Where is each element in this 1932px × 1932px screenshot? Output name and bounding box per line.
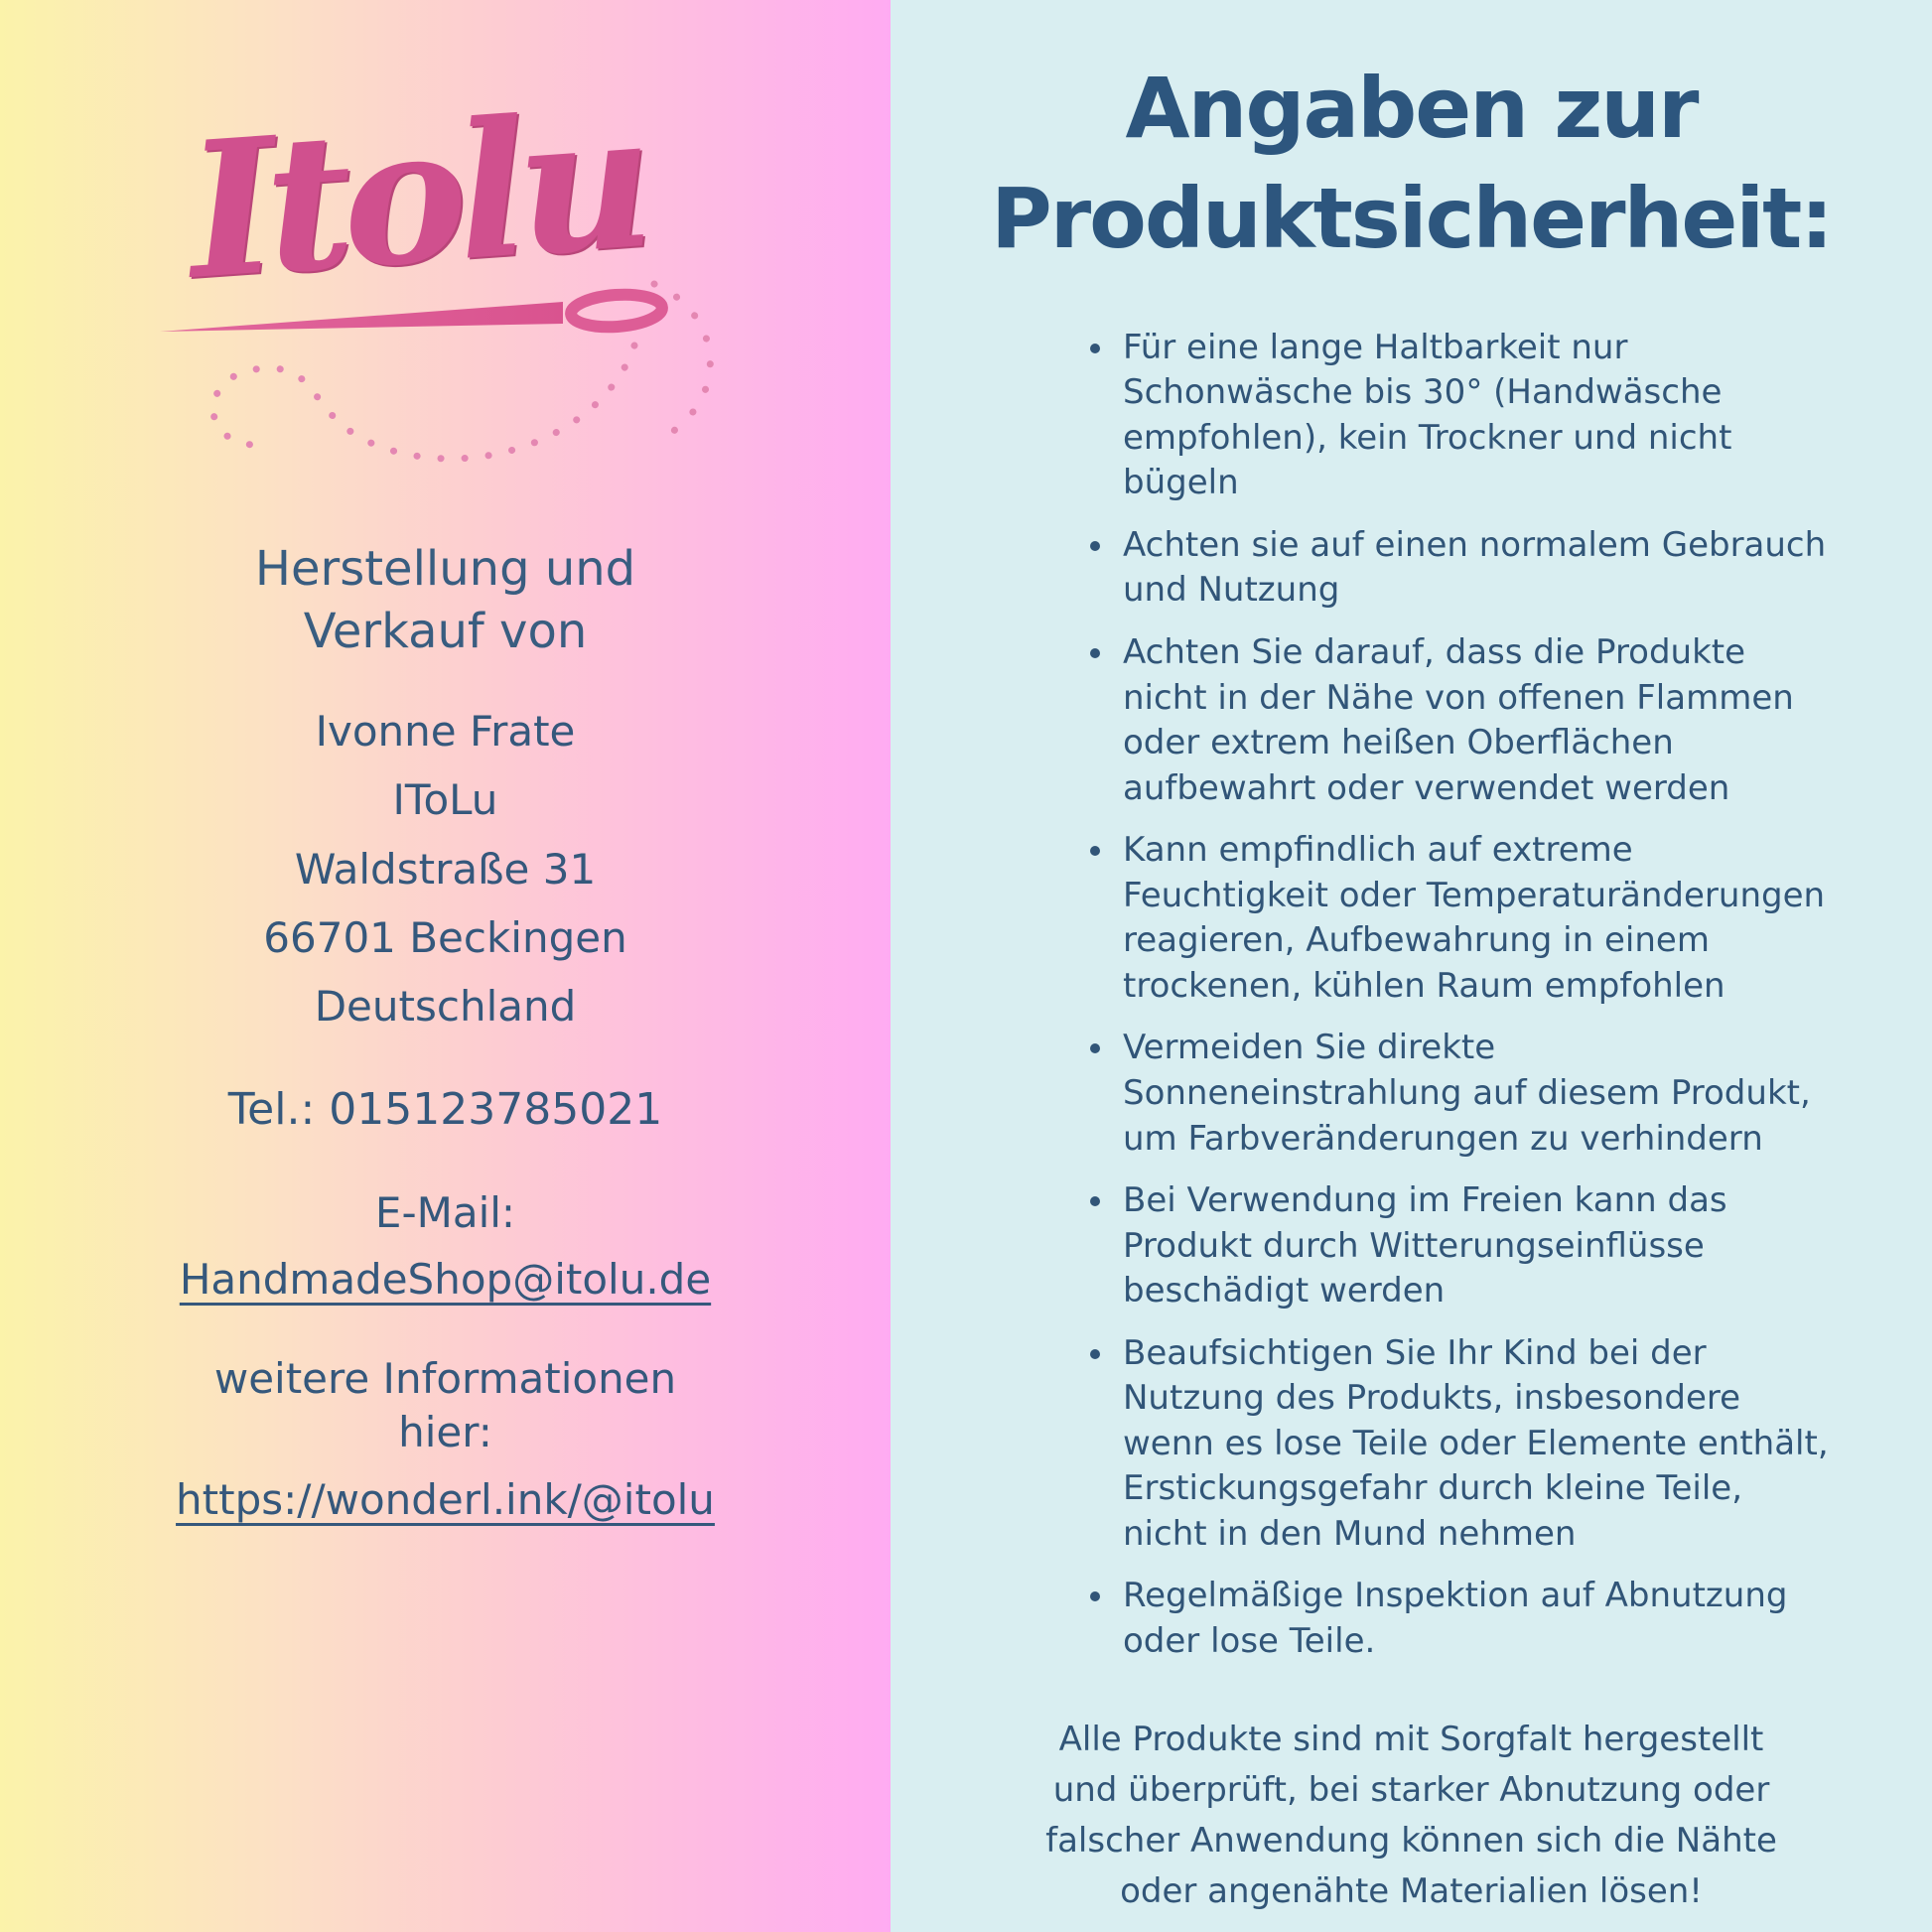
- email-link[interactable]: HandmadeShop@itolu.de: [179, 1254, 712, 1304]
- website-link[interactable]: https://wonderl.ink/@itolu: [176, 1474, 715, 1524]
- safety-bullet-item: • Achten Sie darauf, dass die Produkte nicht in der Nähe von offenen Flammen oder extrem heißen Oberflächen aufbewahrt oder verwendet werden: [1117, 630, 1832, 811]
- address-line-company: IToLu: [392, 775, 498, 825]
- email-block: [0, 1186, 891, 1307]
- more-info-block: [0, 1352, 891, 1526]
- safety-bullet-item: • Achten sie auf einen normalem Gebrauch und Nutzung: [1117, 523, 1832, 614]
- right-panel: [891, 0, 1932, 1932]
- left-panel: [0, 0, 891, 1932]
- phone-number: Tel.: 015123785021: [227, 1083, 663, 1135]
- footer-note: Alle Produkte sind mit Sorgfalt hergestellt und überprüft, bei starker Abnutzung oder falscher Anwendung können sich die Nähte oder angenähte Materialien lösen!: [1045, 1719, 1777, 1911]
- needle-and-thread-icon: [138, 254, 754, 512]
- safety-bullet-item: • Beaufsichtigen Sie Ihr Kind bei der Nutzung des Produkts, insbesondere wenn es lose Teile oder Elemente enthält, Erstickungsgefahr durch kleine Teile, nicht in den Mund nehmen: [1117, 1331, 1832, 1558]
- needle-icon: [160, 302, 563, 332]
- email-label: E-Mail:: [374, 1187, 516, 1237]
- logo-text: Itolu: [181, 70, 650, 322]
- safety-bullet-item: • Für eine lange Haltbarkeit nur Schonwäsche bis 30° (Handwäsche empfohlen), kein Trockner und nicht bügeln: [1117, 326, 1832, 506]
- safety-bullet-item: • Bei Verwendung im Freien kann das Produkt durch Witterungseinflüsse beschädigt werden: [1117, 1178, 1832, 1314]
- more-info-label: weitere Informationen hier:: [213, 1354, 677, 1456]
- address-line-name: Ivonne Frate: [315, 706, 576, 756]
- safety-heading: Angaben zur Produktsicherheit:: [991, 60, 1832, 267]
- safety-bullet-list: [891, 326, 1832, 1665]
- needle-eye-icon: [569, 292, 662, 330]
- safety-bullet-item: • Kann empfindlich auf extreme Feuchtigkeit oder Temperaturänderungen reagieren, Aufbewahrung in einem trockenen, kühlen Raum empfohlen: [1117, 828, 1832, 1009]
- manufacture-heading: Herstellung und Verkauf von: [254, 541, 636, 660]
- address-line-country: Deutschland: [314, 982, 577, 1032]
- safety-bullet-item: • Regelmäßige Inspektion auf Abnutzung oder lose Teile.: [1117, 1574, 1832, 1664]
- address-line-street: Waldstraße 31: [294, 844, 597, 894]
- thread-stitch-icon: [212, 345, 633, 459]
- safety-bullet-item: • Vermeiden Sie direkte Sonneneinstrahlung auf diesem Produkt, um Farbveränderungen zu verhindern: [1117, 1026, 1832, 1162]
- address-line-city: 66701 Beckingen: [263, 913, 627, 963]
- address-block: [0, 704, 891, 1035]
- brand-logo: [128, 70, 763, 512]
